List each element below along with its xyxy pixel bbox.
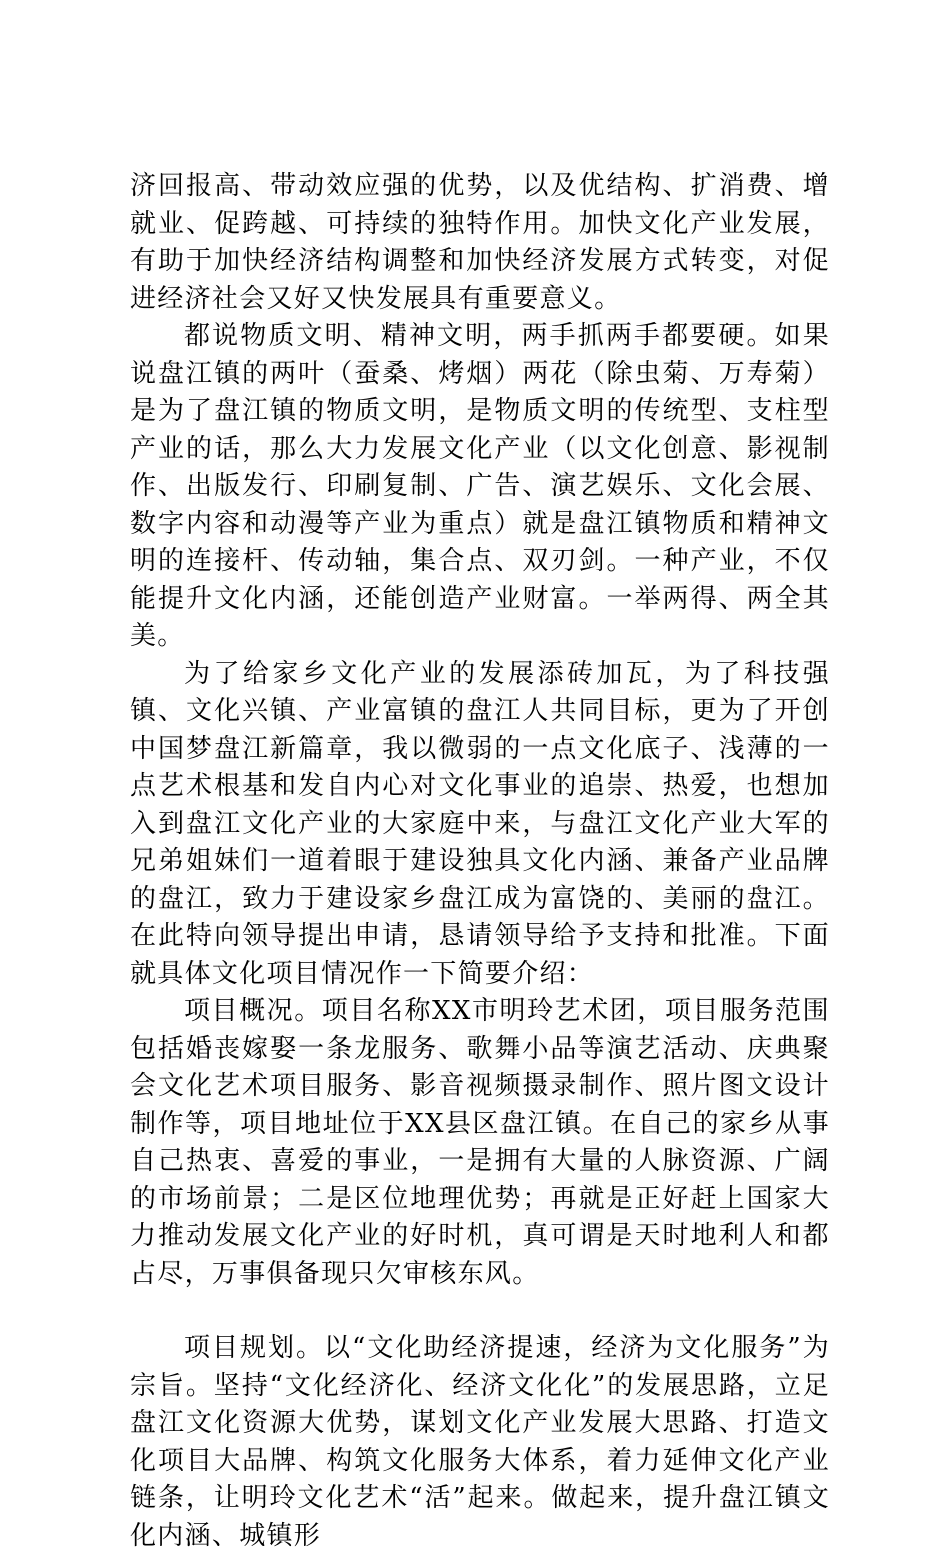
paragraph-spacer bbox=[130, 1293, 830, 1330]
paragraph-project-overview: 项目概况。项目名称XX市明玲艺术团，项目服务范围包括婚丧嫁娶一条龙服务、歌舞小品等演艺活动、庆典聚会文化艺术项目服务、影音视频摄录制作、照片图文设计制作等，项目地址位于XX县区盘江镇。在自己的家乡从事自己热衷、喜爱的事业，一是拥有大量的人脉资源、广阔的市场前景；二是区位地理优势；再就是正好赶上国家大力推动发展文化产业的好时机，真可谓是天时地利人和都占尽，万事俱备现只欠审核东风。 bbox=[130, 996, 830, 1289]
paragraph-material-spiritual-civilization: 都说物质文明、精神文明，两手抓两手都要硬。如果说盘江镇的两叶（蚕桑、烤烟）两花（除虫菊、万寿菊）是为了盘江镇的物质文明，是物质文明的传统型、支柱型产业的话，那么大力发展文化产业（以文化创意、影视制作、出版发行、印刷复制、广告、演艺娱乐、文化会展、数字内容和动漫等产业为重点）就是盘江镇物质和精神文明的连接杆、传动轴，集合点、双刃剑。一种产业，不仅能提升文化内涵，还能创造产业财富。一举两得、两全其美。 bbox=[130, 321, 830, 651]
paragraph-continuation: 济回报高、带动效应强的优势，以及优结构、扩消费、增就业、促跨越、可持续的独特作用。加快文化产业发展，有助于加快经济结构调整和加快经济发展方式转变，对促进经济社会又好又快发展具有重要意义。 bbox=[130, 171, 830, 314]
paragraph-project-planning: 项目规划。以“文化助经济提速，经济为文化服务”为宗旨。坚持“文化经济化、经济文化化”的发展思路，立足盘江文化资源大优势，谋划文化产业发展大思路、打造文化项目大品牌、构筑文化服务大体系，着力延伸文化产业链条，让明玲文化艺术“活”起来。做起来，提升盘江镇文化内涵、城镇形 bbox=[130, 1333, 830, 1551]
paragraph-application-purpose: 为了给家乡文化产业的发展添砖加瓦，为了科技强镇、文化兴镇、产业富镇的盘江人共同目标，更为了开创中国梦盘江新篇章，我以微弱的一点文化底子、浅薄的一点艺术根基和发自内心对文化事业的追崇、热爱，也想加入到盘江文化产业的大家庭中来，与盘江文化产业大军的兄弟姐妹们一道着眼于建设独具文化内涵、兼备产业品牌的盘江，致力于建设家乡盘江成为富饶的、美丽的盘江。在此特向领导提出申请，恳请领导给予支持和批准。下面就具体文化项目情况作一下简要介绍： bbox=[130, 658, 830, 989]
document-body bbox=[130, 168, 830, 1555]
